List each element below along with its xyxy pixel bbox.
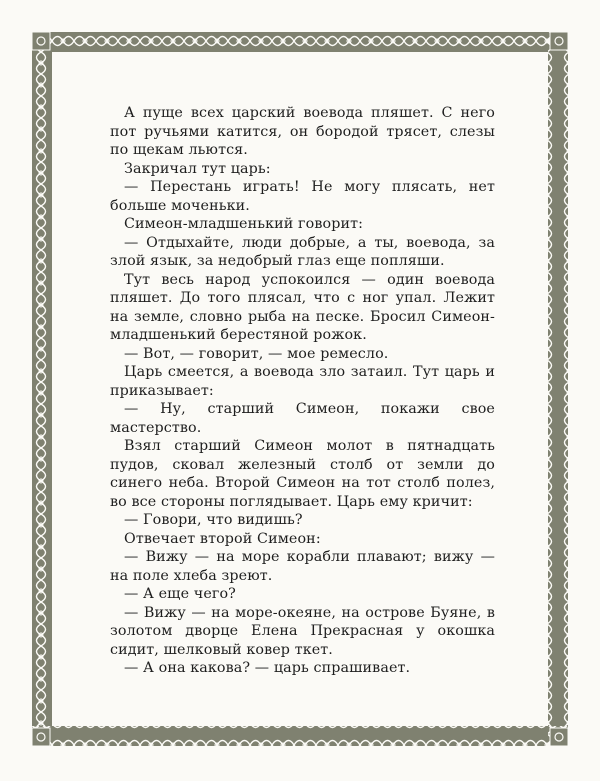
story-text <box>110 104 495 678</box>
paragraph: — Говори, что видишь? <box>124 512 303 528</box>
paragraph: — А еще чего? <box>124 586 236 602</box>
paragraph: — Вижу — на море-океяне, на острове Буяне, в золотом дворце Елена Прекрасная у окошка сидит, шелковый ковер ткет. <box>110 604 495 658</box>
paragraph: — Вот, — говорит, — мое ремесло. <box>124 345 389 362</box>
paragraph: А пуще всех царский воевода пляшет. С него пот ручьями катится, он бородой трясет, слезы по щекам льются. <box>110 105 495 158</box>
paragraph: Симеон-младшенький говорит: <box>124 216 364 232</box>
paragraph: — Отдыхайте, люди добрые, а ты, воевода, за злой язык, за недобрый глаз еще попляши. <box>110 234 495 269</box>
paragraph: Закричал тут царь: <box>124 160 271 177</box>
paragraph: — Ну, старший Симеон, покажи свое мастерство. <box>110 401 495 436</box>
paragraph: — Вижу — на море корабли плавают; вижу — на поле хлеба зреют. <box>110 549 495 584</box>
paragraph: Отвечает второй Симеон: <box>124 530 321 547</box>
paragraph: Тут весь народ успокоился — один воевода пляшет. До того плясал, что с ног упал. Лежит на земле, словно рыба на песке. Бросил Симеон-младшенький берестяной рожок. <box>110 271 495 343</box>
paragraph: — А она какова? — царь спрашивает. <box>124 660 411 676</box>
paragraph: Царь смеется, а воевода зло затаил. Тут царь и приказывает: <box>110 364 495 399</box>
paragraph: Взял старший Симеон молот в пятнадцать пудов, сковал железный столб от земли до синего неба. Второй Симеон на тот столб полез, во все стороны поглядывает. Царь ему кричит: <box>110 438 495 510</box>
paragraph: — Перестань играть! Не могу плясать, нет больше моченьки. <box>110 179 495 214</box>
